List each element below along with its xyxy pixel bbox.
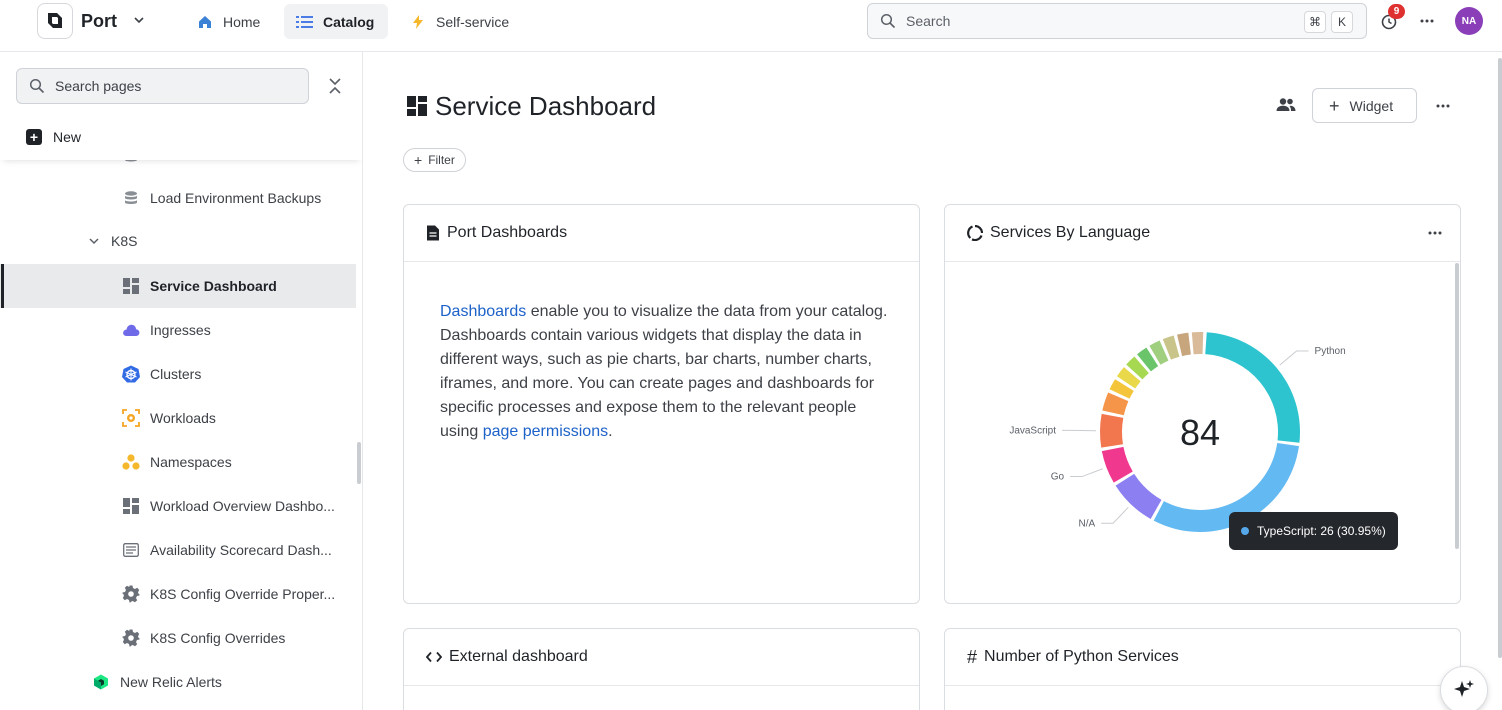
- notification-badge: 9: [1388, 4, 1405, 19]
- slice-label: Python: [1314, 346, 1346, 358]
- slice-label: N/A: [1078, 518, 1096, 530]
- more-horizontal-icon[interactable]: [1420, 19, 1434, 23]
- search-icon: [880, 13, 896, 29]
- add-widget-button[interactable]: [1312, 88, 1417, 123]
- shortcut-key-k: K: [1331, 11, 1353, 33]
- sparkle-icon: [1452, 678, 1476, 702]
- main-content: [364, 52, 1502, 710]
- search-icon: [29, 78, 45, 94]
- dashboard-icon: [122, 277, 140, 295]
- widget-services-by-language: [944, 204, 1461, 604]
- widget-title: Port Dashboards: [447, 224, 568, 241]
- widget-title: Number of Python Services: [984, 648, 1179, 665]
- new-page-label: New: [53, 129, 82, 145]
- sidebar-item-load-environment-backups[interactable]: [0, 176, 356, 220]
- tab-home[interactable]: [185, 4, 274, 39]
- chevron-down-icon[interactable]: [132, 13, 146, 27]
- tooltip-text: TypeScript: 26 (30.95%): [1257, 524, 1386, 538]
- widget-number-of-python-services: [944, 628, 1461, 710]
- active-indicator: [1, 264, 4, 308]
- sidebar-item-service-dashboard[interactable]: [0, 264, 356, 308]
- pie-slice-go[interactable]: [1102, 447, 1133, 483]
- widget-port-dashboards: [403, 204, 920, 604]
- scorecard-icon: [122, 541, 140, 559]
- filter-button[interactable]: [403, 148, 466, 172]
- catalog-list-icon: [296, 15, 313, 29]
- ai-assistant-button[interactable]: [1440, 666, 1488, 710]
- sidebar-item-availability-scorecard[interactable]: [0, 528, 356, 572]
- port-logo-icon: [45, 11, 65, 31]
- namespace-icon: [122, 453, 140, 471]
- pie-slice-javascript[interactable]: [1100, 414, 1123, 448]
- top-bar: [0, 0, 1502, 52]
- search-pages-placeholder: Search pages: [55, 78, 142, 94]
- widget-header: [945, 629, 1460, 686]
- widget-header: [404, 629, 919, 686]
- donut-center-value: 84: [1179, 412, 1221, 453]
- widget-scrollbar[interactable]: [1455, 263, 1459, 549]
- pie-slice-n-a[interactable]: [1116, 474, 1162, 519]
- sidebar-item-label: Clusters: [150, 366, 202, 382]
- page-title: Service Dashboard: [435, 91, 657, 121]
- sidebar-item-label: Workload Overview Dashbo...: [150, 498, 335, 514]
- app-name[interactable]: Port: [81, 11, 117, 31]
- widget-external-dashboard: [403, 628, 920, 710]
- home-icon: [197, 14, 213, 30]
- sidebar-item-workload-overview-dashboard[interactable]: [0, 484, 356, 528]
- kubernetes-icon: [122, 365, 140, 383]
- chevron-down-icon: [85, 232, 103, 250]
- sidebar-item-workloads[interactable]: [0, 396, 356, 440]
- sidebar-item-label: Workloads: [150, 410, 216, 426]
- sidebar-folder-k8s[interactable]: [0, 219, 356, 263]
- user-avatar[interactable]: NA: [1455, 7, 1483, 35]
- database-icon: [122, 189, 140, 207]
- slice-label: JavaScript: [1009, 425, 1057, 437]
- tooltip-color-dot: [1241, 527, 1249, 535]
- label-line: [1070, 469, 1103, 477]
- label-line: [1280, 351, 1309, 365]
- tab-catalog[interactable]: [284, 4, 388, 39]
- pie-slice-other-13[interactable]: [1192, 332, 1203, 354]
- sidebar-item-label: K8S Config Override Proper...: [150, 586, 336, 602]
- sidebar-item-label: K8S Config Overrides: [150, 630, 286, 646]
- code-icon: [426, 651, 442, 663]
- cloud-icon: [122, 321, 140, 339]
- collapse-all-icon[interactable]: [327, 77, 343, 95]
- tab-home-label: Home: [223, 13, 261, 30]
- shortcut-key-cmd: ⌘: [1304, 11, 1326, 33]
- sidebar-item-clusters[interactable]: [0, 352, 356, 396]
- search-pages-input[interactable]: [16, 68, 309, 104]
- dashboards-link[interactable]: Dashboards: [440, 303, 527, 320]
- page-permissions-link[interactable]: page permissions: [482, 423, 609, 440]
- sidebar: [0, 52, 363, 710]
- plus-icon: +: [26, 129, 42, 145]
- search-placeholder: Search: [906, 13, 951, 29]
- lightning-icon: [410, 14, 426, 30]
- sidebar-scrollbar[interactable]: [357, 442, 361, 484]
- sidebar-item-new-relic-alerts[interactable]: [0, 660, 356, 704]
- description-text: enable you to visualize the data from your catalog. Dashboards contain various widgets that display the data in different ways, such as pie charts, bar charts, number charts, iframes, and more. You can create pages and dashboards for specific processes and expose them to the relevant people using: [440, 303, 888, 440]
- sidebar-item-label: Service Dashboard: [150, 278, 277, 294]
- workload-icon: [122, 409, 140, 427]
- widget-title: External dashboard: [449, 648, 588, 665]
- chart-tooltip: [1229, 512, 1398, 550]
- sidebar-item-label: K8S: [111, 233, 138, 249]
- port-logo[interactable]: [37, 3, 73, 39]
- tab-self-service[interactable]: [398, 4, 523, 39]
- widget-title: Services By Language: [990, 224, 1151, 241]
- add-widget-label: Widget: [1349, 97, 1394, 114]
- gear-icon: [122, 629, 140, 647]
- description-end: .: [608, 423, 613, 440]
- sidebar-item-label: Load Environment Backups: [150, 190, 322, 206]
- new-page-button[interactable]: [26, 129, 81, 145]
- newrelic-icon: [92, 673, 110, 691]
- more-horizontal-icon[interactable]: [1436, 104, 1450, 108]
- filter-label: Filter: [428, 153, 455, 167]
- widget-header: [404, 205, 919, 262]
- sidebar-item-k8s-config-overrides[interactable]: [0, 616, 356, 660]
- gear-icon: [122, 585, 140, 603]
- permissions-people-icon[interactable]: [1276, 97, 1296, 113]
- sidebar-item-ingresses[interactable]: [0, 308, 356, 352]
- plus-icon: +: [414, 152, 423, 168]
- slice-label: Go: [1050, 471, 1065, 483]
- sidebar-item-label: New Relic Alerts: [120, 674, 222, 690]
- sidebar-item-k8s-config-override-properties[interactable]: [0, 572, 356, 616]
- sidebar-item-label: Ingresses: [150, 322, 211, 338]
- dashboard-icon: [122, 497, 140, 515]
- global-search-input[interactable]: [867, 3, 1367, 39]
- hash-icon: #: [967, 646, 978, 667]
- plus-icon: +: [1329, 95, 1340, 116]
- document-icon: [426, 225, 440, 241]
- widget-markdown-text: [440, 300, 890, 444]
- tab-catalog-label: Catalog: [323, 13, 375, 30]
- sidebar-header: [0, 52, 362, 160]
- sidebar-item-label: Availability Scorecard Dash...: [150, 542, 332, 558]
- tab-self-service-label: Self-service: [436, 13, 510, 30]
- dashboard-icon: [407, 96, 427, 116]
- sidebar-item-namespaces[interactable]: [0, 440, 356, 484]
- label-line: [1101, 507, 1128, 523]
- pie-slice-other-12[interactable]: [1177, 333, 1191, 356]
- sidebar-item-label: Namespaces: [150, 454, 232, 470]
- main-scrollbar[interactable]: [1498, 58, 1502, 658]
